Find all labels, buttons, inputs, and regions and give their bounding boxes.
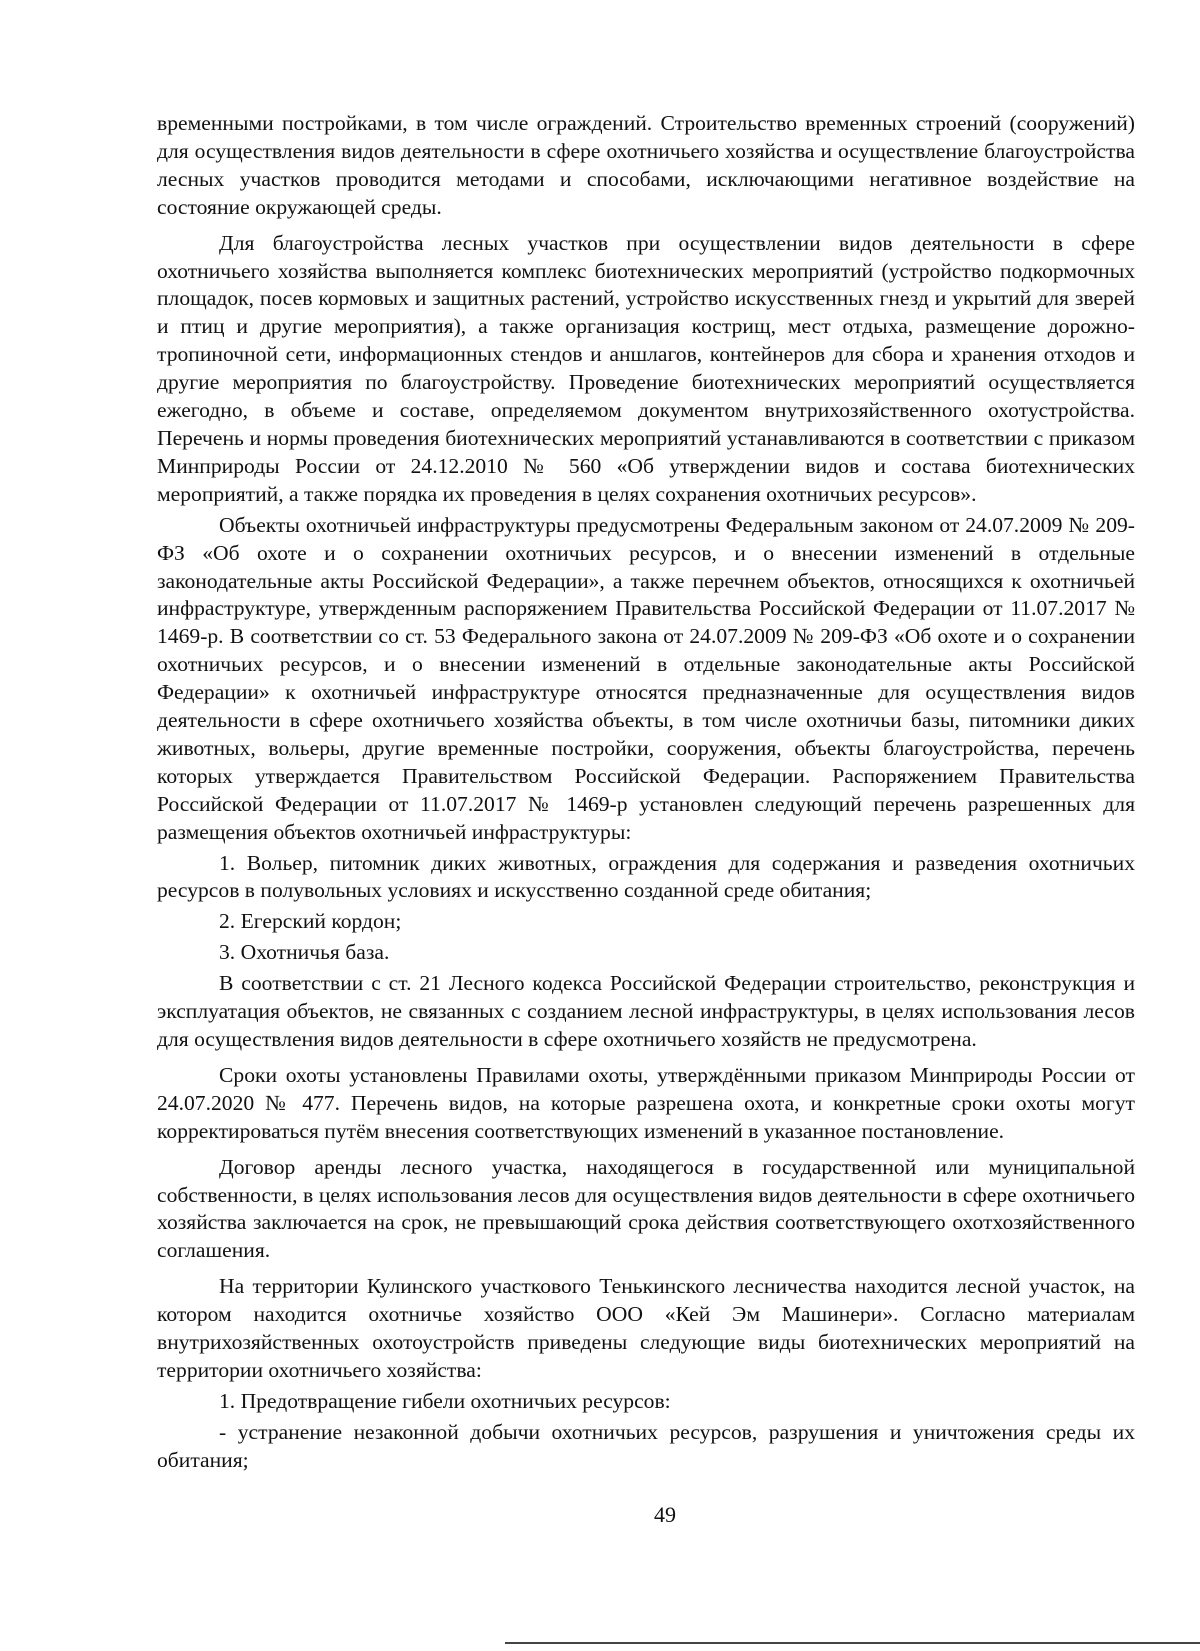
paragraph-continuation: временными постройками, в том числе ограждений. Строительство временных строений (сооружений) для осуществления видов деятельности в сфере охотничьего хозяйства и осуществление благоустройства лесных участков проводится методами и способами, исключающими негативное воздействие на состояние окружающей среды. bbox=[157, 111, 1135, 219]
list-item-enclosure: 1. Вольер, питомник диких животных, ограждения для содержания и разведения охотничьих ресурсов в полувольных условиях и искусственно созданной среде обитания; bbox=[157, 850, 1135, 903]
list-item-ranger-cordon: 2. Егерский кордон; bbox=[219, 909, 402, 934]
paragraph-biotechnical-measures: Для благоустройства лесных участков при осуществлении видов деятельности в сфере охотничьего хозяйства выполняется комплекс биотехнических мероприятий (устройство подкормочных площадок, посев кормовых и защитных растений, устройство искусственных гнезд и укрытий для зверей и птиц и другие мероприятия), а также организация кострищ, мест отдыха, размещение дорожно-тропиночной сети, информационных стендов и аншлагов, контейнеров для сбора и хранения отходов и другие мероприятия по благоустройству. Проведение биотехнических мероприятий осуществляется ежегодно, в объеме и составе, определяемом документом внутрихозяйственного охотустройства. Перечень и нормы проведения биотехнических мероприятий устанавливаются в соответствии с приказом Минприроды России от 24.12.2010 № 560 «Об утверждении видов и состава биотехнических мероприятий, а также порядка их проведения в целях сохранения охотничьих ресурсов». bbox=[157, 230, 1135, 506]
page-number: 49 bbox=[654, 1502, 676, 1527]
list-item-prevent-death: 1. Предотвращение гибели охотничьих ресурсов: bbox=[219, 1388, 671, 1413]
list-item-poaching-elimination: - устранение незаконной добычи охотничьих ресурсов, разрушения и уничтожения среды их обитания; bbox=[157, 1419, 1135, 1472]
paragraph-forest-code: В соответствии с ст. 21 Лесного кодекса Российской Федерации строительство, реконструкция и эксплуатация объектов, не связанных с созданием лесной инфраструктуры, в целях использования лесов для осуществления видов деятельности в сфере охотничьего хозяйств не предусмотрена. bbox=[157, 971, 1135, 1051]
paragraph-hunting-seasons: Сроки охоты установлены Правилами охоты, утверждёнными приказом Минприроды России от 24.07.2020 № 477. Перечень видов, на которые разрешена охота, и конкретные сроки охоты могут корректироваться путём внесения соответствующих изменений в указанное постановление. bbox=[157, 1062, 1135, 1143]
document-body bbox=[157, 110, 1135, 1475]
paragraph-hunting-infrastructure: Объекты охотничьей инфраструктуры предусмотрены Федеральным законом от 24.07.2009 № 209-ФЗ «Об охоте и о сохранении охотничьих ресурсов, и о внесении изменений в отдельные законодательные акты Российской Федерации», а также перечнем объектов, относящихся к охотничьей инфраструктуре, утвержденным распоряжением Правительства Российской Федерации от 11.07.2017 № 1469-р. В соответствии со ст. 53 Федерального закона от 24.07.2009 № 209-ФЗ «Об охоте и о сохранении охотничьих ресурсов, и о внесении изменений в отдельные законодательные акты Российской Федерации» к охотничьей инфраструктуре относятся предназначенные для осуществления видов деятельности в сфере охотничьего хозяйства объекты, в том числе охотничьи базы, питомники диких животных, вольеры, другие временные постройки, сооружения, объекты благоустройства, перечень которых утверждается Правительством Российской Федерации. Распоряжением Правительства Российской Федерации от 11.07.2017 № 1469-р установлен следующий перечень разрешенных для размещения объектов охотничьей инфраструктуры: bbox=[157, 512, 1135, 844]
scan-edge-divider bbox=[505, 1642, 1200, 1644]
paragraph-kulinsky-forestry: На территории Кулинского участкового Тенькинского лесничества находится лесной участок, на котором находится охотничье хозяйство ООО «Кей Эм Машинери». Согласно материалам внутрихозяйственных охотоустройств приведены следующие виды биотехнических мероприятий на территории охотничьего хозяйства: bbox=[157, 1274, 1135, 1382]
paragraph-lease-agreement: Договор аренды лесного участка, находящегося в государственной или муниципальной собственности, в целях использования лесов для осуществления видов деятельности в сфере охотничьего хозяйства заключается на срок, не превышающий срока действия соответствующего охотхозяйственного соглашения. bbox=[157, 1154, 1135, 1263]
list-item-hunting-base: 3. Охотничья база. bbox=[219, 940, 390, 965]
